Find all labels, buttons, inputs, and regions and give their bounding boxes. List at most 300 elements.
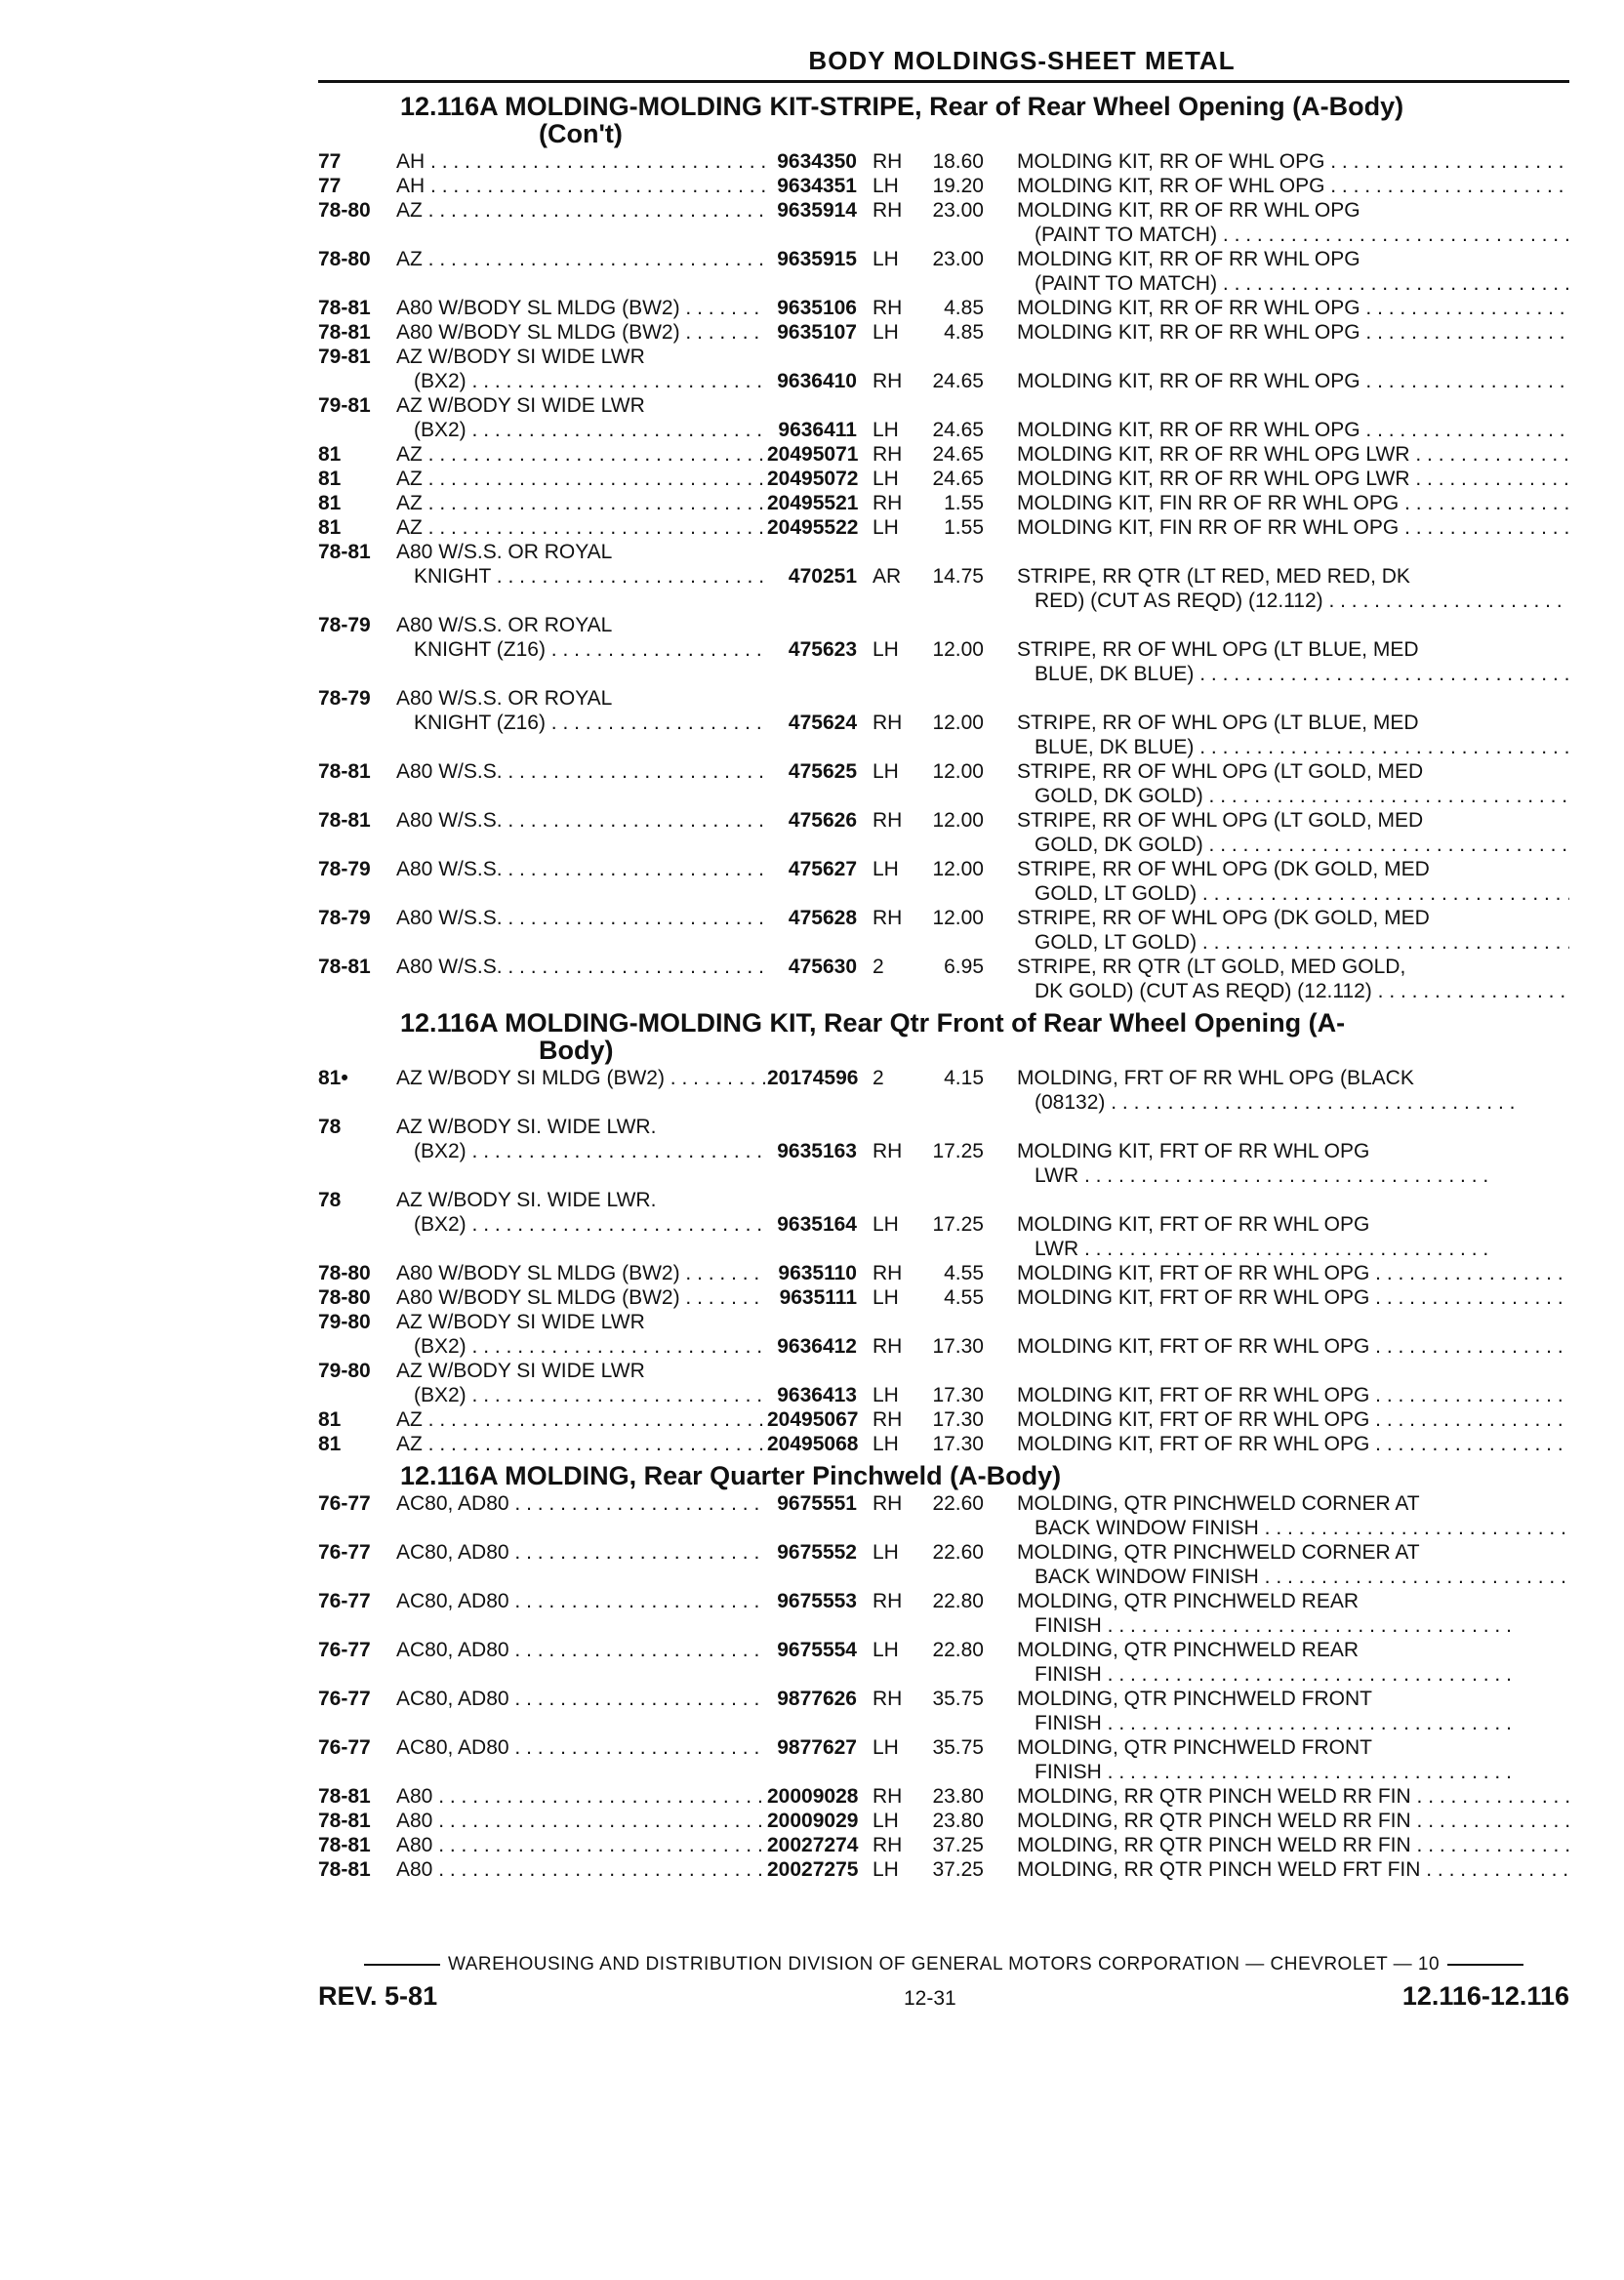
parts-row [318, 198, 1569, 247]
parts-row [318, 808, 1569, 857]
model-code-line: A80 W/S.S. OR ROYAL [396, 687, 613, 710]
side-code [865, 1285, 929, 1310]
part-number [767, 906, 865, 955]
description-continuation: FINISH . . . [1017, 1613, 1569, 1638]
model-code [396, 1638, 767, 1687]
list-price [929, 320, 1017, 345]
model-code-line: (BX2) . . . [396, 1383, 767, 1407]
part-number-value: 9877626 [777, 1688, 857, 1710]
side-code [865, 1407, 929, 1432]
model-code [396, 1809, 767, 1833]
part-number [767, 1687, 865, 1735]
model-code [396, 808, 767, 857]
model-code-line: (BX2) . . . [396, 418, 767, 442]
description-line: MOLDING KIT, FRT OF RR WHL OPG [1017, 1213, 1370, 1236]
part-description [1017, 1833, 1569, 1857]
list-price [929, 442, 1017, 467]
description-line: STRIPE, RR OF WHL OPG (LT GOLD, MED [1017, 760, 1424, 783]
model-year: 81 [318, 468, 342, 490]
parts-row [318, 1638, 1569, 1687]
list-price [929, 857, 1017, 906]
part-description [1017, 345, 1569, 393]
list-price-value: 24.65 [932, 370, 984, 392]
model-code-line: A80 W/S.S. . . . [396, 857, 767, 881]
description-continuation: (PAINT TO MATCH) . . . [1017, 271, 1569, 296]
description-line: STRIPE, RR OF WHL OPG (LT BLUE, MED [1017, 712, 1419, 734]
model-code [396, 1540, 767, 1589]
list-price [929, 1285, 1017, 1310]
part-number-value: 9675554 [777, 1639, 857, 1661]
model-year: 81 [318, 1433, 342, 1455]
part-number-value: 9636411 [778, 419, 857, 441]
part-number [767, 491, 865, 515]
part-number [767, 198, 865, 247]
parts-row [318, 515, 1569, 540]
part-description [1017, 1359, 1569, 1407]
part-number [767, 540, 865, 613]
part-number [767, 393, 865, 442]
part-number-value: 9675553 [777, 1590, 857, 1612]
part-description [1017, 759, 1569, 808]
model-code [396, 296, 767, 320]
model-code [396, 320, 767, 345]
list-price [929, 540, 1017, 613]
part-number-value: 475624 [788, 712, 857, 734]
model-code [396, 1833, 767, 1857]
model-code-line: AZ W/BODY SI MLDG (BW2) . . . [396, 1066, 767, 1090]
description-line: MOLDING KIT, RR OF WHL OPG . . . [1017, 150, 1569, 173]
part-number-value: 9635915 [777, 248, 857, 270]
model-year: 78 [318, 1116, 342, 1138]
list-price-value: 22.60 [932, 1541, 984, 1564]
list-price [929, 1589, 1017, 1638]
model-code [396, 1735, 767, 1784]
description-line: STRIPE, RR OF WHL OPG (DK GOLD, MED [1017, 858, 1430, 880]
model-code [396, 1188, 767, 1261]
description-continuation: FINISH . . . [1017, 1711, 1569, 1735]
side-code-value: LH [873, 1639, 899, 1661]
description-line: MOLDING, RR QTR PINCH WELD RR FIN . . . [1017, 1785, 1569, 1808]
list-price-value: 24.65 [932, 443, 984, 466]
description-continuation: BACK WINDOW FINISH . . . [1017, 1516, 1569, 1540]
model-year: 78-79 [318, 907, 371, 929]
list-price [929, 1809, 1017, 1833]
model-year: 79-80 [318, 1360, 371, 1382]
part-number-value: 475625 [788, 760, 857, 783]
part-description [1017, 1115, 1569, 1188]
model-year: 81 [318, 516, 342, 539]
part-number-value: 20027275 [767, 1858, 859, 1881]
model-code-line: AZ . . . [396, 1407, 767, 1432]
side-code [865, 345, 929, 393]
model-code [396, 540, 767, 613]
description-line: MOLDING KIT, RR OF WHL OPG . . . [1017, 175, 1569, 197]
part-number [767, 1359, 865, 1407]
description-line: MOLDING, FRT OF RR WHL OPG (BLACK [1017, 1067, 1414, 1089]
model-code-line: AZ W/BODY SI. WIDE LWR. [396, 1116, 657, 1138]
side-code-value: RH [873, 1834, 903, 1856]
model-code-line: (BX2) . . . [396, 369, 767, 393]
part-number-value: 9636412 [777, 1335, 857, 1358]
model-year: 78-81 [318, 297, 371, 319]
model-code-line: AC80, AD80 . . . [396, 1687, 767, 1711]
part-description [1017, 1540, 1569, 1589]
model-code [396, 247, 767, 296]
parts-row [318, 1491, 1569, 1540]
side-code [865, 1491, 929, 1540]
list-price-value: 12.00 [932, 907, 984, 929]
parts-row [318, 467, 1569, 491]
model-code-line: AC80, AD80 . . . [396, 1735, 767, 1760]
model-year: 79-80 [318, 1311, 371, 1333]
list-price [929, 613, 1017, 686]
part-number [767, 1638, 865, 1687]
model-code [396, 345, 767, 393]
list-price-value: 12.00 [932, 712, 984, 734]
section-range: 12.116-12.116 [1401, 1981, 1569, 2011]
model-code-line: A80 W/BODY SL MLDG (BW2) . . . [396, 296, 767, 320]
model-year: 78-81 [318, 1810, 371, 1832]
parts-row [318, 1784, 1569, 1809]
list-price-value: 1.55 [944, 516, 984, 539]
model-year: 78-81 [318, 1834, 371, 1856]
part-description [1017, 1310, 1569, 1359]
side-code [865, 1261, 929, 1285]
model-code [396, 955, 767, 1003]
side-code [865, 906, 929, 955]
model-code-line: AC80, AD80 . . . [396, 1491, 767, 1516]
part-description [1017, 1407, 1569, 1432]
side-code-value: LH [873, 516, 899, 539]
part-number-value: 9634351 [777, 175, 857, 197]
side-code [865, 247, 929, 296]
part-number-value: 9675552 [777, 1541, 857, 1564]
model-code-line: AZ . . . [396, 198, 767, 223]
part-number [767, 247, 865, 296]
model-code-line: (BX2) . . . [396, 1212, 767, 1237]
side-code [865, 1540, 929, 1589]
model-code-line: A80 W/S.S. . . . [396, 906, 767, 930]
part-description [1017, 491, 1569, 515]
part-number [767, 1066, 865, 1115]
model-code-line: A80 W/BODY SL MLDG (BW2) . . . [396, 1261, 767, 1285]
parts-row [318, 613, 1569, 686]
description-line: STRIPE, RR QTR (LT GOLD, MED GOLD, [1017, 956, 1406, 978]
side-code-value: RH [873, 1408, 903, 1431]
description-continuation: GOLD, LT GOLD) . . . [1017, 881, 1569, 906]
side-code [865, 1115, 929, 1188]
list-price-value: 19.20 [932, 175, 984, 197]
description-line: MOLDING, QTR PINCHWELD CORNER AT [1017, 1492, 1420, 1515]
part-number-value: 9675551 [777, 1492, 857, 1515]
side-code-value: RH [873, 712, 903, 734]
part-description [1017, 149, 1569, 174]
list-price-value: 24.65 [932, 468, 984, 490]
list-price [929, 198, 1017, 247]
side-code-value: LH [873, 175, 899, 197]
model-code [396, 174, 767, 198]
part-number-value: 20009029 [767, 1810, 859, 1832]
part-number [767, 1491, 865, 1540]
side-code [865, 955, 929, 1003]
model-year: 78-80 [318, 248, 371, 270]
list-price-value: 17.30 [932, 1408, 984, 1431]
side-code [865, 540, 929, 613]
description-continuation: GOLD, DK GOLD) . . . [1017, 833, 1569, 857]
side-code [865, 515, 929, 540]
side-code-value: LH [873, 1384, 899, 1406]
model-code-line: A80 . . . [396, 1809, 767, 1833]
model-code-line: A80 W/S.S. OR ROYAL [396, 614, 613, 636]
side-code [865, 1857, 929, 1882]
parts-row [318, 1540, 1569, 1589]
model-year: 78-80 [318, 1262, 371, 1284]
model-code-line: AC80, AD80 . . . [396, 1540, 767, 1565]
side-code [865, 1809, 929, 1833]
side-code-value: LH [873, 858, 899, 880]
model-code [396, 1491, 767, 1540]
list-price [929, 1491, 1017, 1540]
model-code-line: AZ . . . [396, 491, 767, 515]
part-number [767, 1261, 865, 1285]
list-price [929, 1359, 1017, 1407]
description-continuation: BACK WINDOW FINISH . . . [1017, 1565, 1569, 1589]
model-code-line: A80 W/BODY SL MLDG (BW2) . . . [396, 320, 767, 345]
list-price [929, 1407, 1017, 1432]
part-number [767, 1285, 865, 1310]
list-price-value: 37.25 [932, 1834, 984, 1856]
section-title-text: 12.116A MOLDING-MOLDING KIT-STRIPE, Rear of Rear Wheel Opening (A-Body) [400, 92, 1404, 121]
part-number [767, 1784, 865, 1809]
part-number [767, 149, 865, 174]
part-description [1017, 1285, 1569, 1310]
part-description [1017, 515, 1569, 540]
list-price-value: 12.00 [932, 809, 984, 832]
list-price [929, 296, 1017, 320]
list-price [929, 1638, 1017, 1687]
side-code-value: RH [873, 370, 903, 392]
section-title [400, 1462, 1569, 1489]
list-price-value: 14.75 [932, 565, 984, 588]
side-code [865, 857, 929, 906]
description-continuation: LWR . . . [1017, 1163, 1569, 1188]
list-price-value: 22.80 [932, 1590, 984, 1612]
model-year: 76-77 [318, 1688, 371, 1710]
side-code-value: LH [873, 760, 899, 783]
description-line: MOLDING, QTR PINCHWELD REAR [1017, 1590, 1360, 1612]
model-code-line: KNIGHT (Z16) . . . [396, 637, 767, 662]
description-line: STRIPE, RR OF WHL OPG (LT GOLD, MED [1017, 809, 1424, 832]
model-code [396, 1784, 767, 1809]
parts-row [318, 1115, 1569, 1188]
header-rule [318, 80, 1569, 83]
description-line: MOLDING KIT, FRT OF RR WHL OPG . . . [1017, 1408, 1569, 1431]
part-description [1017, 1735, 1569, 1784]
part-number-value: 9635111 [779, 1286, 857, 1309]
model-code [396, 613, 767, 686]
revision-label: REV. 5-81 [318, 1981, 438, 2011]
description-line: MOLDING KIT, FRT OF RR WHL OPG . . . [1017, 1433, 1569, 1455]
model-code-line: A80 . . . [396, 1833, 767, 1857]
list-price [929, 1735, 1017, 1784]
list-price [929, 515, 1017, 540]
model-year: 78-80 [318, 1286, 371, 1309]
parts-row [318, 393, 1569, 442]
part-description [1017, 1066, 1569, 1115]
side-code [865, 1432, 929, 1456]
side-code-value: LH [873, 419, 899, 441]
list-price-value: 17.30 [932, 1384, 984, 1406]
parts-row [318, 1857, 1569, 1882]
description-line: MOLDING KIT, RR OF RR WHL OPG . . . [1017, 370, 1569, 392]
side-code [865, 467, 929, 491]
list-price-value: 4.85 [944, 321, 984, 344]
footer-division-line [318, 1954, 1569, 1975]
part-description [1017, 442, 1569, 467]
list-price [929, 149, 1017, 174]
part-description [1017, 808, 1569, 857]
model-year: 76-77 [318, 1541, 371, 1564]
model-year: 79-81 [318, 394, 371, 417]
side-code-value: LH [873, 468, 899, 490]
parts-row [318, 540, 1569, 613]
description-line: MOLDING KIT, RR OF RR WHL OPG . . . [1017, 297, 1569, 319]
model-code-line: AH . . . [396, 149, 767, 174]
model-code-line: AC80, AD80 . . . [396, 1638, 767, 1662]
model-code-line: AZ . . . [396, 515, 767, 540]
parts-row [318, 1687, 1569, 1735]
model-code-line: AZ . . . [396, 1432, 767, 1456]
model-code-line: A80 . . . [396, 1784, 767, 1809]
section-title [400, 93, 1569, 147]
side-code-value: LH [873, 1541, 899, 1564]
list-price-value: 17.25 [932, 1140, 984, 1162]
model-code-line: A80 W/S.S. . . . [396, 808, 767, 833]
list-price-value: 12.00 [932, 858, 984, 880]
description-continuation: BLUE, DK BLUE) . . . [1017, 735, 1569, 759]
part-number [767, 759, 865, 808]
side-code [865, 1359, 929, 1407]
list-price [929, 1833, 1017, 1857]
description-line: MOLDING, QTR PINCHWELD CORNER AT [1017, 1541, 1420, 1564]
part-description [1017, 906, 1569, 955]
model-year: 77 [318, 175, 342, 197]
description-line: MOLDING KIT, FIN RR OF RR WHL OPG . . . [1017, 516, 1569, 539]
part-number [767, 955, 865, 1003]
part-number-value: 9877627 [777, 1736, 857, 1759]
side-code-value: RH [873, 492, 903, 514]
part-number-value: 9635106 [777, 297, 857, 319]
model-code [396, 1359, 767, 1407]
model-year: 78-79 [318, 614, 371, 636]
model-code-line: A80 W/BODY SL MLDG (BW2) . . . [396, 1285, 767, 1310]
parts-row [318, 955, 1569, 1003]
list-price [929, 1115, 1017, 1188]
page-number: 12-31 [904, 1987, 956, 2010]
model-code-line: AZ W/BODY SI WIDE LWR [396, 1360, 645, 1382]
list-price-value: 17.25 [932, 1213, 984, 1236]
part-description [1017, 296, 1569, 320]
part-description [1017, 320, 1569, 345]
part-number [767, 1115, 865, 1188]
side-code-value: LH [873, 1858, 899, 1881]
side-code [865, 1638, 929, 1687]
model-code-line: AZ W/BODY SI WIDE LWR [396, 394, 645, 417]
page-header-title: BODY MOLDINGS-SHEET METAL [808, 46, 1236, 75]
list-price [929, 759, 1017, 808]
side-code [865, 1784, 929, 1809]
part-number [767, 808, 865, 857]
description-line: STRIPE, RR OF WHL OPG (LT BLUE, MED [1017, 638, 1419, 661]
footer-rule-left [364, 1964, 440, 1966]
part-description [1017, 1638, 1569, 1687]
part-description [1017, 1261, 1569, 1285]
model-code-line: AZ W/BODY SI. WIDE LWR. [396, 1189, 657, 1211]
description-line: STRIPE, RR QTR (LT RED, MED RED, DK [1017, 565, 1410, 588]
side-code-value: RH [873, 297, 903, 319]
list-price-value: 22.80 [932, 1639, 984, 1661]
list-price [929, 1540, 1017, 1589]
model-code-line: A80 W/S.S. OR ROYAL [396, 541, 613, 563]
side-code [865, 491, 929, 515]
model-code-line: AC80, AD80 . . . [396, 1589, 767, 1613]
part-number-value: 20009028 [767, 1785, 859, 1808]
part-number [767, 1188, 865, 1261]
section-title-text: 12.116A MOLDING, Rear Quarter Pinchweld (A-Body) [400, 1461, 1062, 1490]
model-code-line: AZ W/BODY SI WIDE LWR [396, 1311, 645, 1333]
model-code [396, 149, 767, 174]
model-code [396, 1115, 767, 1188]
part-description [1017, 857, 1569, 906]
list-price-value: 12.00 [932, 760, 984, 783]
part-description [1017, 1809, 1569, 1833]
list-price-value: 23.80 [932, 1810, 984, 1832]
side-code-value: LH [873, 1736, 899, 1759]
part-description [1017, 1188, 1569, 1261]
part-description [1017, 247, 1569, 296]
description-line: MOLDING, RR QTR PINCH WELD RR FIN . . . [1017, 1834, 1569, 1856]
description-line: MOLDING, QTR PINCHWELD REAR [1017, 1639, 1360, 1661]
part-number-value: 9635107 [777, 321, 857, 344]
parts-row [318, 1188, 1569, 1261]
part-number [767, 1540, 865, 1589]
model-year: 78-80 [318, 199, 371, 222]
parts-row [318, 442, 1569, 467]
model-code-line: (BX2) . . . [396, 1334, 767, 1359]
part-number [767, 296, 865, 320]
side-code [865, 1188, 929, 1261]
part-number-value: 9636413 [777, 1384, 857, 1406]
model-year: 77 [318, 150, 342, 173]
model-code [396, 1310, 767, 1359]
side-code-value: LH [873, 1286, 899, 1309]
section-title-continuation: (Con't) [539, 119, 623, 148]
description-line: MOLDING, RR QTR PINCH WELD RR FIN . . . [1017, 1810, 1569, 1832]
side-code-value: RH [873, 1335, 903, 1358]
description-line: MOLDING KIT, FRT OF RR WHL OPG . . . [1017, 1384, 1569, 1406]
side-code [865, 613, 929, 686]
parts-row [318, 1066, 1569, 1115]
part-description [1017, 174, 1569, 198]
description-continuation: GOLD, DK GOLD) . . . [1017, 784, 1569, 808]
side-code [865, 393, 929, 442]
side-code-value: 2 [873, 1067, 884, 1089]
part-number-value: 475626 [788, 809, 857, 832]
list-price [929, 1687, 1017, 1735]
part-number [767, 613, 865, 686]
part-number-value: 20495522 [767, 516, 859, 539]
part-number-value: 20495071 [767, 443, 859, 466]
